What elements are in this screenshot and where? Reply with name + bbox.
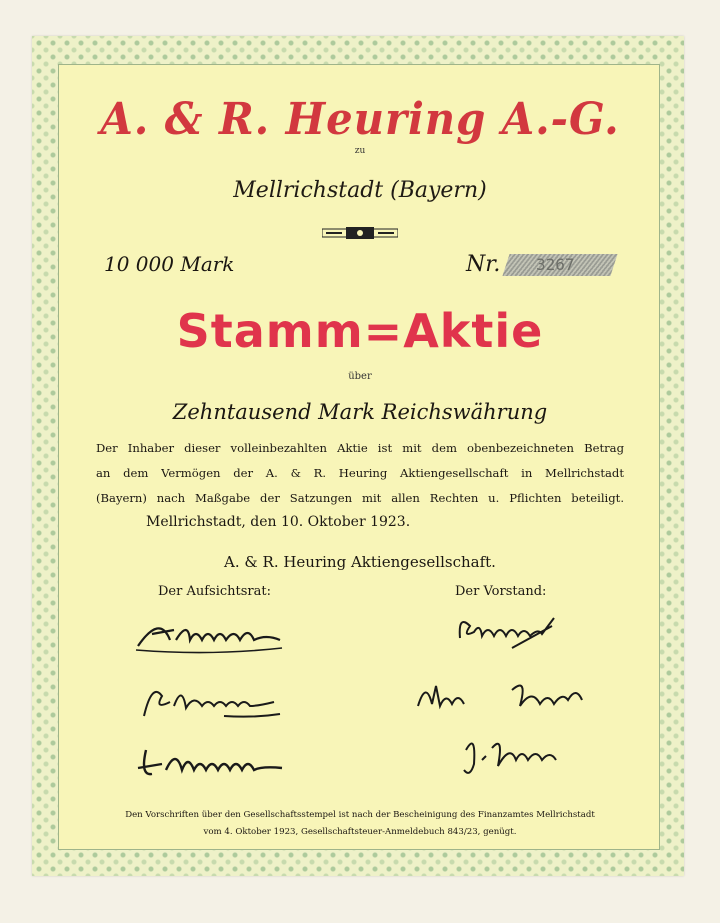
body-line: (Bayern) nach Maßgabe der Satzungen mit allen Rechten u. Pflichten beteiligt. bbox=[96, 491, 624, 505]
certificate-text bbox=[96, 436, 624, 511]
company-city: Mellrichstadt (Bayern) bbox=[233, 178, 487, 203]
place-date: Mellrichstadt, den 10. Oktober 1923. bbox=[146, 514, 411, 530]
signature-aufsichtsrat-3 bbox=[132, 740, 302, 784]
body-line: Der Inhaber dieser volleinbezahlten Aktie ist mit dem obenbezeichneten Betrag bbox=[96, 441, 624, 455]
vorstand-label: Der Vorstand: bbox=[455, 584, 547, 599]
uber-label: über bbox=[348, 371, 372, 382]
signature-vorstand-2 bbox=[412, 676, 592, 718]
certificate-title: Stamm=Aktie bbox=[176, 304, 544, 358]
signature-aufsichtsrat-1 bbox=[130, 610, 290, 656]
footer-line: vom 4. Oktober 1923, Gesellschaftsteuer-Anmeldebuch 843/23, genügt. bbox=[203, 827, 517, 837]
aufsichtsrat-label: Der Aufsichtsrat: bbox=[158, 584, 271, 599]
company-signature-line: A. & R. Heuring Aktiengesellschaft. bbox=[224, 553, 496, 571]
signature-vorstand-1 bbox=[452, 608, 572, 660]
signature-vorstand-3 bbox=[456, 730, 566, 784]
signature-aufsichtsrat-2 bbox=[134, 676, 294, 724]
ornament-icon bbox=[322, 226, 398, 240]
footer-note bbox=[98, 807, 622, 841]
company-name: A. & R. Heuring A.-G. bbox=[100, 94, 620, 145]
footer-line: Den Vorschriften über den Gesellschaftsstempel ist nach der Bescheinigung des Finanzamtes Mellrichstadt bbox=[125, 810, 595, 820]
zu-label: zu bbox=[354, 146, 366, 156]
share-amount: 10 000 Mark bbox=[104, 252, 235, 276]
number-label: Nr. bbox=[466, 252, 501, 277]
sum-in-words: Zehntausend Mark Reichswährung bbox=[172, 400, 548, 424]
body-line: an dem Vermögen der A. & R. Heuring Aktiengesellschaft in Mellrichstadt bbox=[96, 466, 624, 480]
certificate-number: 3267 bbox=[536, 255, 575, 274]
